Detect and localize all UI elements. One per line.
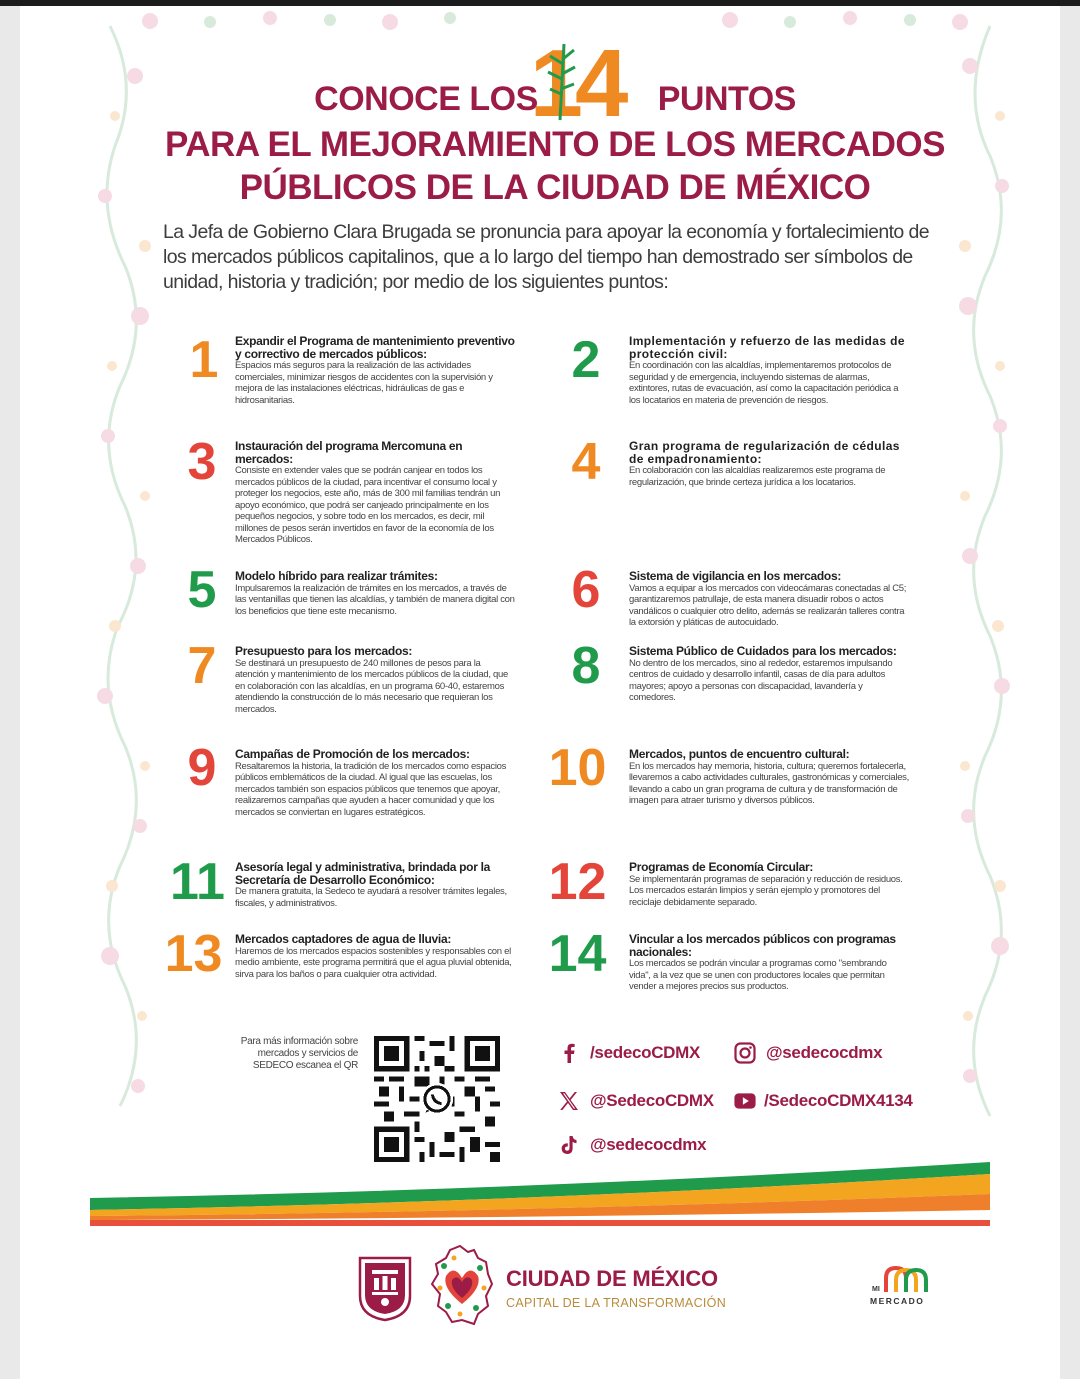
- point-item: [235, 570, 515, 617]
- point-item: [629, 748, 909, 807]
- big-14-number: 14: [529, 34, 621, 124]
- point-number: 4: [571, 433, 601, 491]
- point-title: Gran programa de regularización de cédulas de empadronamiento:: [629, 439, 900, 466]
- point-item: [629, 645, 909, 704]
- tiktok-handle: @sedecocdmx: [590, 1135, 707, 1154]
- city-name: CIUDAD DE MÉXICO: [506, 1266, 718, 1291]
- color-stripes: [90, 1160, 990, 1226]
- point-description: Consiste en extender vales que se podrán canjear en todos los mercados públicos de la ciudad, para incentivar el consumo local y proteger los negocios, este año, más de 300 mil familias tendrán un apoyo económico, que podrá ser canjeado principalmente en los pequeños negocios, y sobre todo en los mercados, es decir, mil millones de pesos serán invertidos en favor de la economía de los Mercados Públicos.: [235, 465, 501, 545]
- youtube-handle: /SedecoCDMX4134: [764, 1091, 913, 1110]
- point-title: Programas de Economía Circular:: [629, 860, 814, 874]
- point-description: Se implementarán programas de separación y reducción de residuos. Los mercados estarán limpios y serán ejemplo y promotores del reciclaje debidamente separado.: [629, 873, 903, 908]
- social-instagram[interactable]: [734, 1042, 882, 1064]
- point-number: 9: [187, 739, 217, 797]
- point-item: [235, 933, 515, 980]
- point-description: Resaltaremos la historia, la tradición de los mercados como espacios públicos emblemáticos de la ciudad. Al igual que las escuelas, los mercados también son espacios públicos que tenemos que apoyar, realizaremos campañas que ayuden a hacer comunidad y que los mercados se conviertan en lugares estratégicos.: [235, 760, 507, 818]
- x-handle: @SedecoCDMX: [590, 1091, 714, 1110]
- point-number: 6: [571, 561, 601, 619]
- title-prefix: CONOCE LOS: [314, 80, 538, 118]
- title-line-3: PÚBLICOS DE LA CIUDAD DE MÉXICO: [239, 168, 871, 207]
- mi-mercado-mi: MI: [872, 1286, 880, 1293]
- floral-border-top: [90, 6, 1020, 36]
- point-item: [235, 440, 515, 546]
- point-description: Los mercados se podrán vincular a programas como "sembrando vida", a la vez que se unen con productores locales que permitan vender a mejores precios sus productos.: [629, 958, 887, 992]
- social-facebook[interactable]: [558, 1042, 700, 1064]
- point-number: 14: [548, 925, 607, 983]
- point-description: Vamos a equipar a los mercados con videocámaras conectadas al C5; garantizaremos patrullaje, de esta manera disuadir robos o actos vandálicos o cualquier otro delito, además se realizarán talleres contra la extorsión y pláticas de autocuidado.: [629, 582, 907, 628]
- point-title: Mercados, puntos de encuentro cultural:: [629, 747, 850, 761]
- point-number: 11: [170, 853, 225, 911]
- point-title: Vincular a los mercados públicos con programas nacionales:: [629, 932, 896, 959]
- point-number: 7: [187, 637, 217, 695]
- social-tiktok[interactable]: [558, 1134, 706, 1156]
- point-number: 13: [164, 925, 223, 983]
- point-title: Modelo híbrido para realizar trámites:: [235, 569, 438, 583]
- instagram-handle: @sedecocdmx: [766, 1043, 883, 1062]
- point-item: [629, 440, 909, 488]
- point-title: Mercados captadores de agua de lluvia:: [235, 932, 452, 946]
- point-item: [235, 335, 515, 406]
- qr-note: Para más información sobre mercados y servicios de SEDECO escanea el QR: [240, 1036, 358, 1071]
- point-number: 1: [189, 331, 219, 389]
- point-description: Haremos de los mercados espacios sostenibles y responsables con el medio ambiente, este programa permitirá que el agua pluvial obtenida, sirva para los baños o para cualquier otra actividad.: [235, 945, 512, 980]
- point-description: De manera gratuita, la Sedeco te ayudará a resolver trámites legales, fiscales, y administrativos.: [235, 886, 507, 909]
- point-item: [629, 570, 909, 629]
- social-youtube[interactable]: [734, 1090, 913, 1112]
- point-number: 8: [571, 637, 601, 695]
- point-number: 5: [187, 561, 217, 619]
- point-item: [235, 645, 515, 715]
- point-title: Expandir el Programa de mantenimiento preventivo y correctivo de mercados públicos:: [235, 334, 515, 361]
- tiktok-icon: [558, 1134, 580, 1156]
- big-14-emblem: [520, 34, 630, 124]
- point-description: En coordinación con las alcaldías, implementaremos protocolos de seguridad y de emergencia, incluyendo sistemas de alarmas, extintores, rutas de evacuación, así como la capacitación periódica a los locatarios en materia de prevención de riesgos.: [629, 360, 899, 406]
- point-title: Instauración del programa Mercomuna en mercados:: [235, 439, 463, 466]
- point-title: Asesoría legal y administrativa, brindada por la Secretaría de Desarrollo Económico:: [235, 860, 491, 887]
- social-x[interactable]: [558, 1090, 714, 1112]
- cdmx-map-heart-logo: [430, 1244, 494, 1326]
- mi-mercado-name: MERCADO: [870, 1296, 925, 1306]
- point-number: 3: [187, 433, 217, 491]
- point-number: 2: [571, 331, 601, 389]
- point-title: Campañas de Promoción de los mercados:: [235, 747, 470, 761]
- x-icon: [558, 1090, 580, 1112]
- point-description: Se destinará un presupuesto de 240 millones de pesos para la atención y mantenimiento de los mercados públicos de la ciudad, que en colaboración con las alcaldías, en un programa 60-40, estaremos atendiendo la construcción de lo más necesario que requieran los mercados.: [235, 657, 508, 715]
- youtube-icon: [734, 1090, 756, 1112]
- city-tagline: CAPITAL DE LA TRANSFORMACIÓN: [506, 1296, 727, 1310]
- title-suffix: PUNTOS: [657, 80, 796, 118]
- point-description: No dentro de los mercados, sino al rededor, estaremos impulsando centros de cuidado y desarrollo infantil, casas de día para adultos mayores; apoyo a personas con discapacidad, lavandería y comedores.: [629, 657, 893, 703]
- point-item: [235, 861, 515, 909]
- point-description: Espacios más seguros para la realización de las actividades comerciales, minimizar riesgos de accidentes con la supervisión y mejora de las instalaciones eléctricas, hidráulicas de gas e hidrosanitarias.: [235, 360, 493, 406]
- point-number: 12: [548, 853, 607, 911]
- cdmx-shield-logo: [358, 1256, 412, 1322]
- point-item: [235, 748, 515, 818]
- facebook-handle: /sedecoCDMX: [590, 1043, 701, 1062]
- point-title: Sistema Público de Cuidados para los mercados:: [629, 644, 897, 658]
- point-number: 10: [548, 739, 607, 797]
- point-item: [629, 335, 909, 406]
- facebook-icon: [558, 1042, 580, 1064]
- point-description: En los mercados hay memoria, historia, cultura; queremos fortalecerla, llevaremos a cabo actividades culturales, gastronómicas y comerciales, llevando a cabo un gran programa de cultura y de transformación de imagen para atraer turismo y diversos públicos.: [629, 760, 909, 806]
- point-title: Implementación y refuerzo de las medidas de protección civil:: [629, 334, 905, 361]
- qr-code[interactable]: [374, 1036, 500, 1162]
- point-item: [629, 933, 909, 993]
- point-description: En colaboración con las alcaldías realizaremos este programa de regularización, que brinde certeza jurídica a los locatarios.: [629, 465, 886, 488]
- title-line-2: PARA EL MEJORAMIENTO DE LOS MERCADOS: [165, 125, 945, 164]
- instagram-icon: [734, 1042, 756, 1064]
- point-description: Impulsaremos la realización de trámites en los mercados, a través de las ventanillas que tienen las alcaldías, y también de manera digital con los beneficios que tiene este mecanismo.: [235, 582, 515, 617]
- point-title: Presupuesto para los mercados:: [235, 644, 413, 658]
- point-title: Sistema de vigilancia en los mercados:: [629, 569, 842, 583]
- intro-paragraph: La Jefa de Gobierno Clara Brugada se pronuncia para apoyar la economía y fortalecimiento de los mercados públicos capitalinos, que a lo largo del tiempo han demostrado ser símbolos de unidad, historia y tradición; por medio de los siguientes puntos:: [163, 221, 929, 293]
- point-item: [629, 861, 909, 908]
